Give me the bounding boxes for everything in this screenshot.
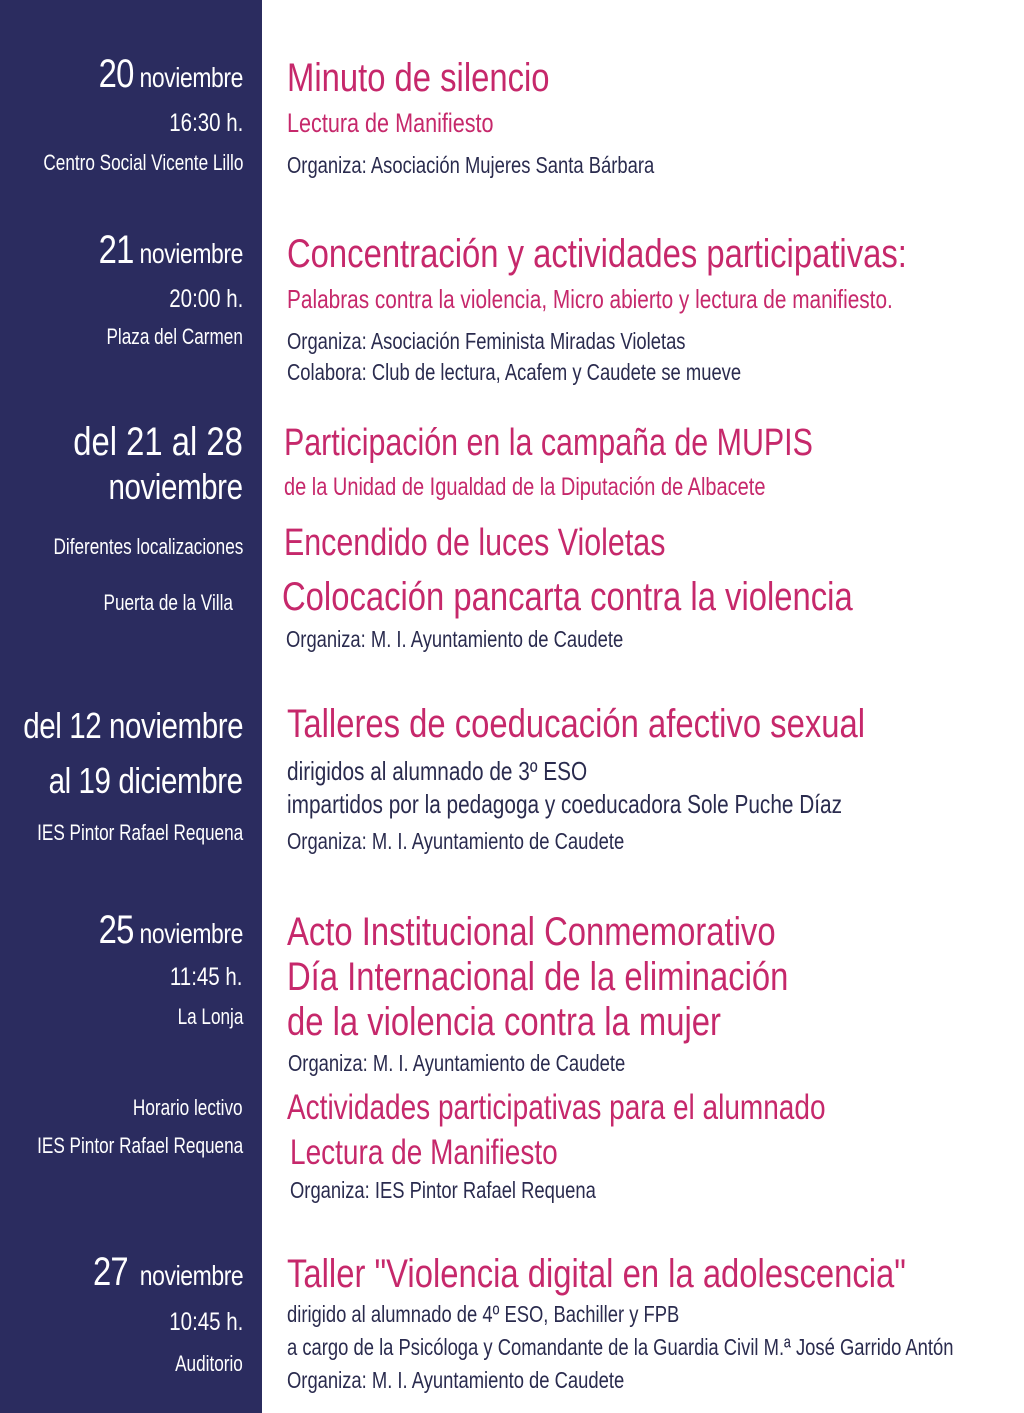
date-day: 25 xyxy=(98,908,134,952)
event-date xyxy=(93,1250,243,1295)
date-sidebar xyxy=(0,0,262,1413)
date-month: noviembre xyxy=(139,1260,243,1291)
date-month: noviembre xyxy=(139,62,243,93)
event-title-line: de la violencia contra la mujer xyxy=(287,1000,721,1044)
event-date-range-start: del 12 noviembre xyxy=(23,705,243,746)
event-date-range-end: al 19 diciembre xyxy=(48,760,243,801)
event-schedule: Horario lectivo xyxy=(133,1095,243,1120)
event-title: Taller "Violencia digital en la adolescencia" xyxy=(287,1252,906,1296)
date-month: noviembre xyxy=(139,918,243,949)
date-day: 20 xyxy=(98,52,134,96)
event-title: Participación en la campaña de MUPIS xyxy=(284,422,813,464)
event-detail: dirigidos al alumnado de 3º ESO xyxy=(287,756,588,786)
event-detail: impartidos por la pedagoga y coeducadora Sole Puche Díaz xyxy=(287,789,843,819)
date-day: 27 xyxy=(92,1250,128,1294)
event-organizer: Organiza: Asociación Mujeres Santa Bárbara xyxy=(287,152,655,178)
event-time: 10:45 h. xyxy=(168,1308,243,1336)
event-title-line: Acto Institucional Conmemorativo xyxy=(287,910,776,954)
event-place: Diferentes localizaciones xyxy=(53,534,243,559)
event-detail: a cargo de la Psicóloga y Comandante de la Guardia Civil M.ª José Garrido Antón xyxy=(287,1334,954,1360)
event-place: Puerta de la Villa xyxy=(103,590,233,615)
event-place: IES Pintor Rafael Requena xyxy=(36,1133,243,1158)
date-day: 21 xyxy=(98,228,134,272)
event-title-2: Encendido de luces Violetas xyxy=(284,522,666,564)
event-collaborator: Colabora: Club de lectura, Acafem y Caudete se mueve xyxy=(287,359,742,385)
event-place: Centro Social Vicente Lillo xyxy=(43,150,243,175)
event-organizer: Organiza: M. I. Ayuntamiento de Caudete xyxy=(287,828,625,854)
event-title: Talleres de coeducación afectivo sexual xyxy=(287,702,865,746)
event-detail: dirigido al alumnado de 4º ESO, Bachiller y FPB xyxy=(287,1301,680,1327)
sidebar-column xyxy=(0,0,243,1413)
event-subtitle: Palabras contra la violencia, Micro abierto y lectura de manifiesto. xyxy=(287,284,893,314)
event-organizer: Organiza: IES Pintor Rafael Requena xyxy=(290,1177,596,1203)
event-time: 11:45 h. xyxy=(170,963,243,991)
event-organizer: Organiza: M. I. Ayuntamiento de Caudete xyxy=(286,626,624,652)
event-place: Plaza del Carmen xyxy=(106,324,243,349)
event-subtitle: de la Unidad de Igualdad de la Diputación de Albacete xyxy=(284,473,766,501)
event-title-3: Colocación pancarta contra la violencia xyxy=(282,575,853,619)
date-month: noviembre xyxy=(139,238,243,269)
event-title-2: Actividades participativas para el alumnado xyxy=(287,1088,826,1127)
event-date-month: noviembre xyxy=(108,466,243,507)
event-organizer: Organiza: M. I. Ayuntamiento de Caudete xyxy=(287,1367,625,1393)
event-subtitle: Lectura de Manifiesto xyxy=(287,108,494,138)
event-place: Auditorio xyxy=(175,1351,243,1376)
event-organizer: Organiza: Asociación Feminista Miradas Violetas xyxy=(287,328,686,354)
event-date xyxy=(99,228,243,273)
event-place: La Lonja xyxy=(177,1004,243,1029)
event-date xyxy=(99,52,243,97)
event-title: Concentración y actividades participativas: xyxy=(287,232,907,276)
event-time: 16:30 h. xyxy=(168,109,243,137)
event-title: Minuto de silencio xyxy=(287,56,550,100)
event-place: IES Pintor Rafael Requena xyxy=(36,820,243,845)
event-date-range: del 21 al 28 xyxy=(73,420,243,464)
event-organizer: Organiza: M. I. Ayuntamiento de Caudete xyxy=(288,1050,626,1076)
event-date xyxy=(99,908,243,953)
event-time: 20:00 h. xyxy=(168,285,243,313)
event-title-line: Día Internacional de la eliminación xyxy=(287,955,789,999)
event-title-3: Lectura de Manifiesto xyxy=(290,1133,558,1172)
